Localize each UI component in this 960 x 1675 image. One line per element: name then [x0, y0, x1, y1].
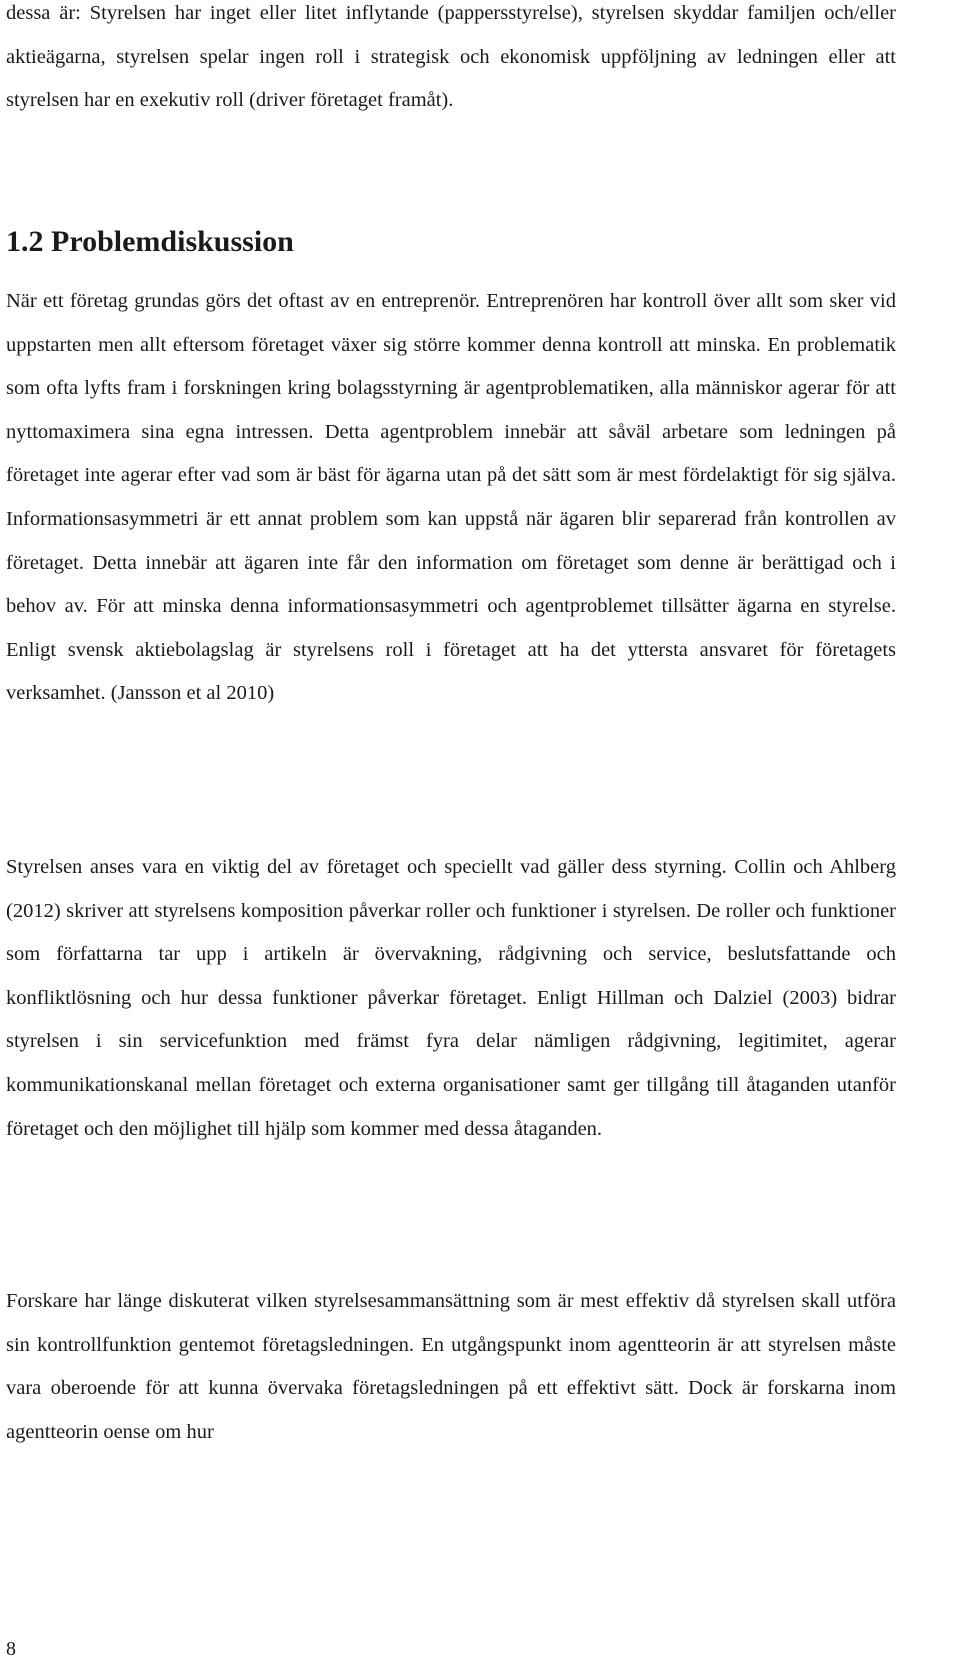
- paragraph-intro-end: dessa är: Styrelsen har inget eller litet inflytande (pappersstyrelse), styrelsen skyddar familjen och/eller aktieägarna, styrelsen spelar ingen roll i strategisk och ekonomisk uppföljning av ledningen eller att styrelsen har en exekutiv roll (driver företaget framåt).: [6, 2, 896, 112]
- section-heading: 1.2 Problemdiskussion: [6, 225, 294, 258]
- paragraph-research: Forskare har länge diskuterat vilken styrelsesammansättning som är mest effektiv då styrelsen skall utföra sin kontrollfunktion gentemot företagsledningen. En utgångspunkt inom agentteorin är att styrelsen måste vara oberoende för att kunna övervaka företagsledningen på ett effektivt sätt. Dock är forskarna inom agentteorin oense om hur: [6, 1290, 896, 1443]
- paragraph-problem-discussion: När ett företag grundas görs det oftast av en entreprenör. Entreprenören har kontroll över allt som sker vid uppstarten men allt eftersom företaget växer sig större kommer denna kontroll att minska. En problematik som ofta lyfts fram i forskningen kring bolagsstyrning är agentproblematiken, alla människor agerar för att nyttomaximera sina egna intressen. Detta agentproblem innebär att såväl arbetare som ledningen på företaget inte agerar efter vad som är bäst för ägarna utan på det sätt som är mest fördelaktigt för sig själva. Informationsasymmetri är ett annat problem som kan uppstå när ägaren blir separerad från kontrollen av företaget. Detta innebär att ägaren inte får den information om företaget som denne är berättigad och i behov av. För att minska denna informationsasymmetri och agentproblemet tillsätter ägarna en styrelse. Enligt svensk aktiebolagslag är styrelsens roll i företaget att ha det yttersta ansvaret för företagets verksamhet. (Jansson et al 2010): [6, 290, 896, 705]
- page-number: 8: [6, 1638, 16, 1660]
- paragraph-board-roles: Styrelsen anses vara en viktig del av företaget och speciellt vad gäller dess styrning. Collin och Ahlberg (2012) skriver att styrelsens komposition påverkar roller och funktioner i styrelsen. De roller och funktioner som författarna tar upp i artikeln är övervakning, rådgivning och service, beslutsfattande och konfliktlösning och hur dessa funktioner påverkar företaget. Enligt Hillman och Dalziel (2003) bidrar styrelsen i sin servicefunktion med främst fyra delar nämligen rådgivning, legitimitet, agerar kommunikationskanal mellan företaget och externa organisationer samt ger tillgång till åtaganden utanför företaget och den möjlighet till hjälp som kommer med dessa åtaganden.: [6, 856, 896, 1140]
